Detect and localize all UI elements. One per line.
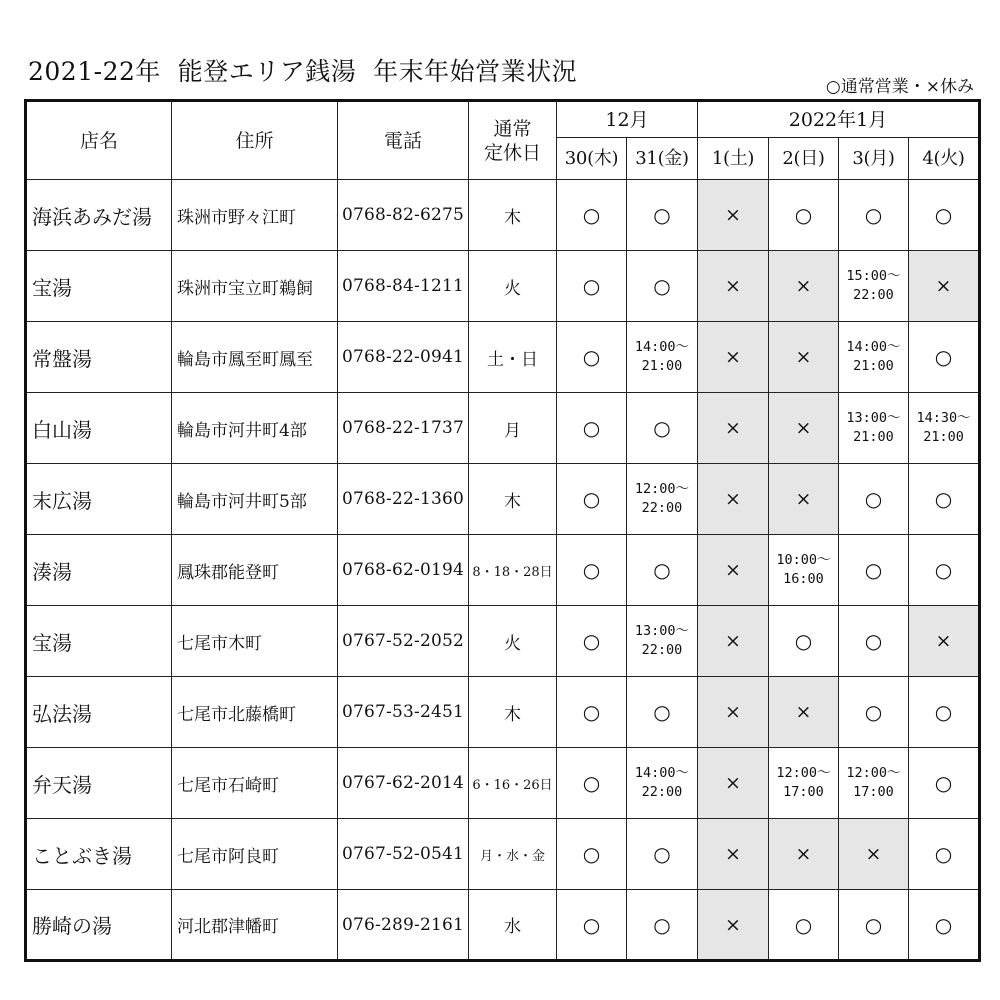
status-cell: ○ <box>627 890 698 961</box>
status-cell: ○ <box>627 251 698 322</box>
status-cell: ○ <box>557 819 627 890</box>
regular-closed-day: 木 <box>469 464 557 535</box>
status-cell: 10:00～ 16:00 <box>769 535 839 606</box>
header-month-january: 2022年1月 <box>698 101 980 138</box>
status-cell: ○ <box>557 393 627 464</box>
bathhouse-address: 七尾市木町 <box>172 606 338 677</box>
status-cell: ○ <box>557 180 627 251</box>
bathhouse-address: 河北郡津幡町 <box>172 890 338 961</box>
status-cell: × <box>698 535 769 606</box>
status-cell: × <box>698 251 769 322</box>
status-cell: ○ <box>909 819 980 890</box>
table-row <box>26 890 980 961</box>
bathhouse-phone: 0768-62-0194 <box>338 535 469 606</box>
bathhouse-name: 弁天湯 <box>26 748 172 819</box>
header-day: 31(金) <box>627 138 698 180</box>
bathhouse-address: 七尾市石崎町 <box>172 748 338 819</box>
status-cell: ○ <box>909 890 980 961</box>
bathhouse-phone: 0768-22-1360 <box>338 464 469 535</box>
status-cell: 15:00～ 22:00 <box>839 251 909 322</box>
status-cell: ○ <box>769 890 839 961</box>
header-day: 2(日) <box>769 138 839 180</box>
status-cell: ○ <box>909 535 980 606</box>
table-row <box>26 393 980 464</box>
status-cell: ○ <box>557 251 627 322</box>
status-cell: 14:00～ 21:00 <box>627 322 698 393</box>
status-cell: × <box>698 606 769 677</box>
status-cell: ○ <box>557 322 627 393</box>
bathhouse-phone: 0767-52-0541 <box>338 819 469 890</box>
header-day: 4(火) <box>909 138 980 180</box>
status-cell: 14:00～ 22:00 <box>627 748 698 819</box>
header-phone: 電話 <box>338 101 469 180</box>
bathhouse-address: 七尾市北藤橋町 <box>172 677 338 748</box>
status-cell: × <box>769 393 839 464</box>
status-cell: ○ <box>557 677 627 748</box>
bathhouse-phone: 0768-84-1211 <box>338 251 469 322</box>
status-cell: ○ <box>627 535 698 606</box>
status-cell: ○ <box>769 606 839 677</box>
status-cell: ○ <box>557 606 627 677</box>
page-title: 2021-22年 能登エリア銭湯 年末年始営業状況 <box>28 57 578 86</box>
status-cell: ○ <box>769 180 839 251</box>
status-cell: × <box>769 677 839 748</box>
bathhouse-phone: 0768-22-0941 <box>338 322 469 393</box>
table-row <box>26 606 980 677</box>
bathhouse-name: 弘法湯 <box>26 677 172 748</box>
bathhouse-address: 鳳珠郡能登町 <box>172 535 338 606</box>
table-row <box>26 464 980 535</box>
regular-closed-day: 6・16・26日 <box>469 748 557 819</box>
header-day: 1(土) <box>698 138 769 180</box>
regular-closed-day: 8・18・28日 <box>469 535 557 606</box>
status-cell: ○ <box>627 180 698 251</box>
regular-closed-day: 月 <box>469 393 557 464</box>
status-cell: × <box>769 464 839 535</box>
bathhouse-name: 湊湯 <box>26 535 172 606</box>
regular-closed-day: 月・水・金 <box>469 819 557 890</box>
bathhouse-address: 七尾市阿良町 <box>172 819 338 890</box>
bathhouse-name: 末広湯 <box>26 464 172 535</box>
bathhouse-name: ことぶき湯 <box>26 819 172 890</box>
status-cell: ○ <box>909 322 980 393</box>
regular-closed-day: 木 <box>469 180 557 251</box>
status-cell: 12:00～ 22:00 <box>627 464 698 535</box>
status-cell: ○ <box>909 180 980 251</box>
status-cell: ○ <box>839 677 909 748</box>
bathhouse-phone: 0768-22-1737 <box>338 393 469 464</box>
bathhouse-address: 珠洲市野々江町 <box>172 180 338 251</box>
table-row <box>26 677 980 748</box>
regular-closed-day: 木 <box>469 677 557 748</box>
status-cell: ○ <box>909 464 980 535</box>
status-cell: 14:00～ 21:00 <box>839 322 909 393</box>
status-cell: × <box>769 251 839 322</box>
status-cell: 12:00～ 17:00 <box>839 748 909 819</box>
status-cell: 12:00～ 17:00 <box>769 748 839 819</box>
bathhouse-address: 輪島市鳳至町鳳至 <box>172 322 338 393</box>
status-cell: ○ <box>627 393 698 464</box>
bathhouse-name: 海浜あみだ湯 <box>26 180 172 251</box>
status-cell: ○ <box>839 535 909 606</box>
bathhouse-name: 勝崎の湯 <box>26 890 172 961</box>
status-cell: 14:30～ 21:00 <box>909 393 980 464</box>
bathhouse-phone: 0767-53-2451 <box>338 677 469 748</box>
table-row <box>26 535 980 606</box>
status-cell: ○ <box>557 890 627 961</box>
header-regular-closed-day: 通常 定休日 <box>469 101 557 180</box>
table-body <box>26 180 980 961</box>
status-cell: × <box>698 180 769 251</box>
status-cell: ○ <box>557 748 627 819</box>
status-cell: × <box>698 748 769 819</box>
table-row <box>26 748 980 819</box>
status-cell: × <box>698 393 769 464</box>
bathhouse-name: 宝湯 <box>26 606 172 677</box>
legend: ○通常営業・×休み <box>825 77 974 97</box>
status-cell: ○ <box>557 464 627 535</box>
regular-closed-day: 水 <box>469 890 557 961</box>
status-cell: × <box>698 322 769 393</box>
status-cell: × <box>769 819 839 890</box>
status-cell: ○ <box>839 890 909 961</box>
status-cell: × <box>698 677 769 748</box>
bathhouse-name: 宝湯 <box>26 251 172 322</box>
status-cell: × <box>698 819 769 890</box>
bathhouse-phone: 0767-52-2052 <box>338 606 469 677</box>
regular-closed-day: 土・日 <box>469 322 557 393</box>
status-cell: 13:00～ 22:00 <box>627 606 698 677</box>
regular-closed-day: 火 <box>469 251 557 322</box>
bathhouse-name: 常盤湯 <box>26 322 172 393</box>
bathhouse-address: 珠洲市宝立町鵜飼 <box>172 251 338 322</box>
status-cell: × <box>698 464 769 535</box>
header-month-december: 12月 <box>557 101 698 138</box>
table-row <box>26 322 980 393</box>
schedule-table <box>24 99 981 962</box>
header-day: 30(木) <box>557 138 627 180</box>
regular-closed-day: 火 <box>469 606 557 677</box>
header-day: 3(月) <box>839 138 909 180</box>
status-cell: ○ <box>839 464 909 535</box>
table-row <box>26 251 980 322</box>
status-cell: ○ <box>839 606 909 677</box>
status-cell: ○ <box>909 677 980 748</box>
header-name: 店名 <box>26 101 172 180</box>
status-cell: 13:00～ 21:00 <box>839 393 909 464</box>
bathhouse-name: 白山湯 <box>26 393 172 464</box>
status-cell: ○ <box>627 819 698 890</box>
status-cell: ○ <box>627 677 698 748</box>
bathhouse-address: 輪島市河井町4部 <box>172 393 338 464</box>
status-cell: ○ <box>557 535 627 606</box>
status-cell: × <box>698 890 769 961</box>
status-cell: × <box>839 819 909 890</box>
bathhouse-phone: 0767-62-2014 <box>338 748 469 819</box>
table-row <box>26 180 980 251</box>
status-cell: × <box>769 322 839 393</box>
bathhouse-phone: 0768-82-6275 <box>338 180 469 251</box>
bathhouse-phone: 076-289-2161 <box>338 890 469 961</box>
status-cell: ○ <box>909 748 980 819</box>
status-cell: ○ <box>839 180 909 251</box>
status-cell: × <box>909 606 980 677</box>
table-row <box>26 819 980 890</box>
header-address: 住所 <box>172 101 338 180</box>
status-cell: × <box>909 251 980 322</box>
bathhouse-address: 輪島市河井町5部 <box>172 464 338 535</box>
